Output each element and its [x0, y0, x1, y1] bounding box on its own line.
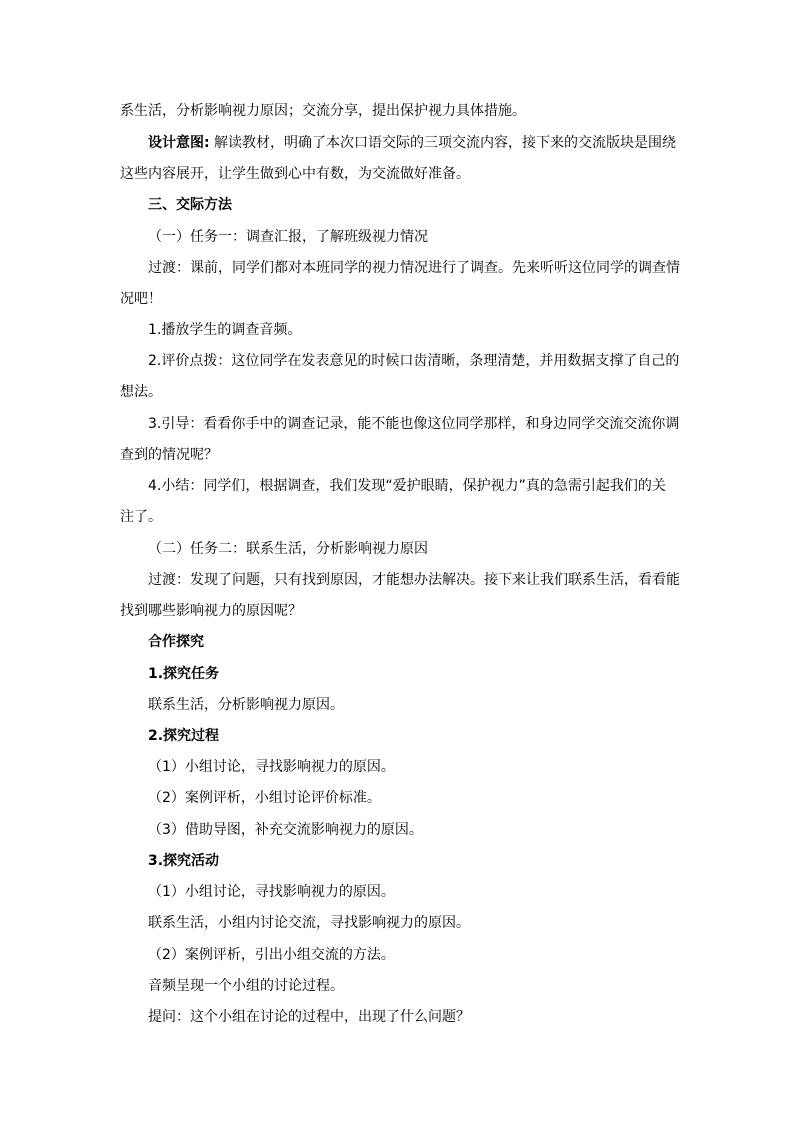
list-item: （1）小组讨论，寻找影响视力的原因。 [148, 884, 395, 900]
list-item: （2）案例评析，小组讨论评价标准。 [148, 790, 381, 806]
sub-heading: 2.探究过程 [148, 728, 220, 744]
sub-heading: 1.探究任务 [148, 666, 220, 682]
sub-heading: 3.探究活动 [148, 853, 220, 869]
paragraph-line: 联系生活，分析影响视力原因。 [148, 697, 344, 713]
task-heading: （一）任务一：调查汇报，了解班级视力情况 [148, 229, 428, 245]
task-heading: （二）任务二：联系生活，分析影响视力原因 [148, 541, 428, 557]
paragraph-line: 过渡：发现了问题，只有找到原因，才能想办法解决。接下来让我们联系生活，看看能 [148, 572, 680, 588]
list-item: （2）案例评析，引出小组交流的方法。 [148, 947, 395, 963]
paragraph-line: 联系生活，小组内讨论交流，寻找影响视力的原因。 [148, 915, 470, 931]
list-item: 1.播放学生的调查音频。 [148, 322, 302, 338]
paragraph-line: 想法。 [120, 384, 162, 400]
paragraph-line: 查到的情况呢？ [120, 447, 218, 463]
paragraph-line: 况吧！ [120, 291, 162, 307]
list-item: 4.小结：同学们，根据调查，我们发现“爱护眼睛，保护视力”真的急需引起我们的关 [148, 478, 666, 494]
list-item: 2.评价点拨：这位同学在发表意见的时候口齿清晰，条理清楚，并用数据支撑了自己的 [148, 353, 680, 369]
list-item: （1）小组讨论，寻找影响视力的原因。 [148, 759, 395, 775]
design-intent-line: 设计意图: 解读教材，明确了本次口语交际的三项交流内容，接下来的交流版块是围绕 [148, 135, 677, 151]
paragraph-line: 音频呈现一个小组的讨论过程。 [148, 978, 344, 994]
list-item: （3）借助导图，补充交流影响视力的原因。 [148, 822, 423, 838]
section-heading: 三、交际方法 [148, 197, 232, 213]
design-intent-label: 设计意图: [148, 135, 210, 151]
paragraph-line: 注了。 [120, 509, 162, 525]
paragraph-line: 找到哪些影响视力的原因呢？ [120, 603, 302, 619]
paragraph-line: 系生活，分析影响视力原因；交流分享，提出保护视力具体措施。 [120, 103, 526, 119]
list-item: 3.引导：看看你手中的调查记录，能不能也像这位同学那样，和身边同学交流交流你调 [148, 416, 680, 432]
paragraph-line: 提问：这个小组在讨论的过程中，出现了什么问题？ [148, 1009, 470, 1025]
paragraph-line: 这些内容展开，让学生做到心中有数，为交流做好准备。 [120, 166, 470, 182]
paragraph-line: 过渡：课前，同学们都对本班同学的视力情况进行了调查。先来听听这位同学的调查情 [148, 260, 680, 276]
section-heading: 合作探究 [148, 634, 204, 650]
